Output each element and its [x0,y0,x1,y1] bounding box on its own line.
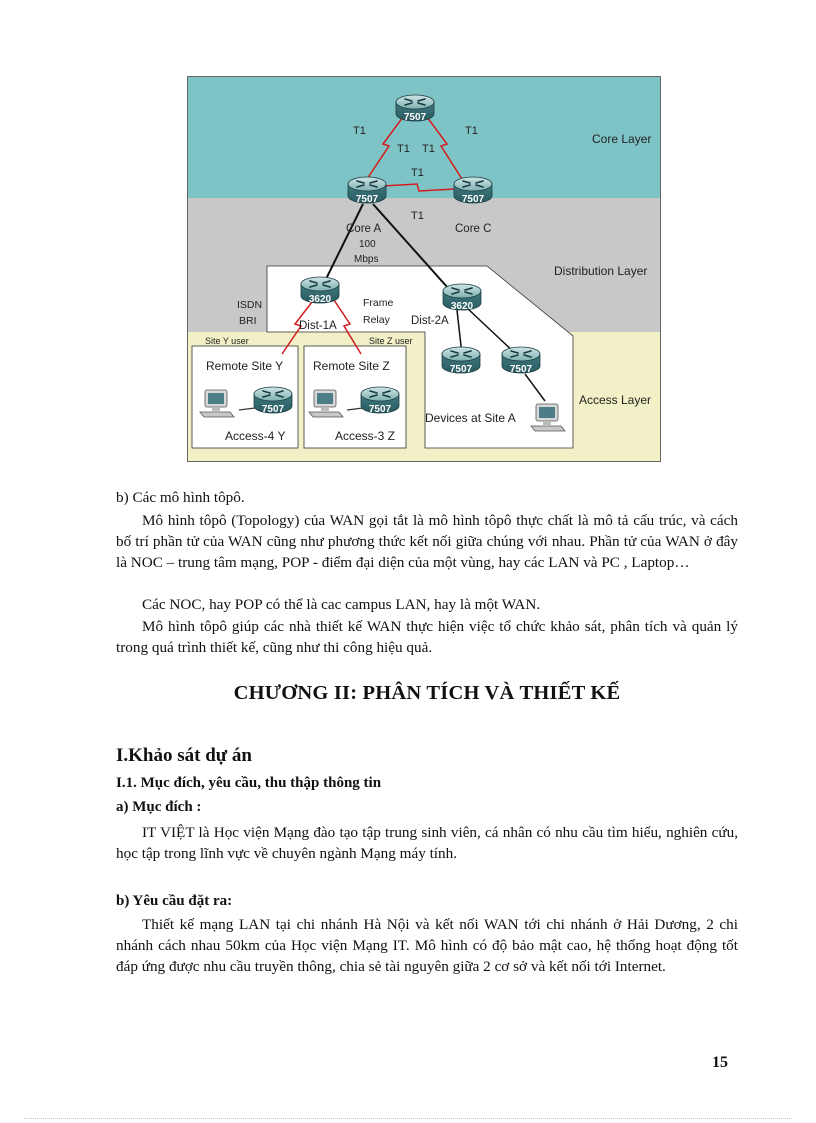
svg-text:7507: 7507 [509,364,533,375]
svg-text:7507: 7507 [449,364,473,375]
svg-text:3620: 3620 [308,294,332,305]
page-number: 15 [712,1054,728,1071]
remote-site-y-label: Remote Site Y [206,359,284,373]
svg-text:7507: 7507 [355,194,379,205]
speed-label-1: 100 [359,239,376,250]
frame-relay-label-1: Frame [363,297,394,309]
core-layer-band [187,76,661,198]
footer-divider [24,1118,792,1119]
site-z-user-label: Site Z user [369,336,413,346]
router-core-a [348,177,386,205]
svg-text:7507: 7507 [368,404,392,415]
router-core-c [454,177,492,205]
core-layer-label: Core Layer [592,132,652,146]
t1-label: T1 [397,143,410,155]
t1-label: T1 [465,125,478,137]
chapter-title: CHƯƠNG II: PHÂN TÍCH VÀ THIẾT KẾ [233,682,621,704]
router-site-a-left [442,347,480,375]
distribution-layer-label: Distribution Layer [554,264,648,278]
t1-label: T1 [411,167,424,179]
svg-text:7507: 7507 [461,194,485,205]
frame-relay-label-2: Relay [363,314,390,326]
router-access-4y [254,387,292,415]
router-core-top [396,95,434,123]
section-b-heading: b) Các mô hình tôpô. [116,489,245,506]
subsection-heading: I.1. Mục đích, yêu cầu, thu thập thông tin [116,775,382,791]
access-4y-label: Access-4 Y [225,429,286,443]
t1-label: T1 [353,125,366,137]
requirements-paragraph: Thiết kế mạng LAN tại chi nhánh Hà Nội và kết nối WAN tới chi nhánh ở Hải Dương, 2 chi nhánh cách nhau 50km của Học viện Mạng IT. Mô hình có độ bảo mật cao, hệ thống hoạt động tốt đáp ứng được nhu cầu truyền thông, chia sẻ tài nguyên giữa 2 cơ sở và kết nối tới Internet. [116,916,738,975]
core-c-label: Core C [455,223,492,235]
access-3z-label: Access-3 Z [335,429,396,443]
svg-text:3620: 3620 [450,301,474,312]
svg-text:7507: 7507 [403,112,427,123]
dist-1a-label: Dist-1A [299,320,337,332]
router-site-a-right [502,347,540,375]
remote-site-z-label: Remote Site Z [313,359,390,373]
purpose-heading: a) Mục đích : [116,799,202,815]
devices-site-a-label: Devices at Site A [425,411,516,425]
router-access-3z [361,387,399,415]
isdn-label-2: BRI [239,315,257,327]
topology-paragraph: Mô hình tôpô (Topology) của WAN gọi tắt là mô hình tôpô thực chất là mô tả cấu trúc, và cách bố trí phần tử của WAN cũng như phương thức kết nối giữa chúng với nhau. Phần tử của WAN ở đây là NOC – trung tâm mạng, POP - điểm đại diện của một vùng, hay các LAN và PC , Laptop… [116,512,738,571]
core-a-label: Core A [346,223,382,235]
purpose-paragraph: IT VIỆT là Học viện Mạng đào tạo tập trung sinh viên, cá nhân có nhu cầu tìm hiểu, nghiên cứu, học tập trong lĩnh vực về chuyên ngành Mạng máy tính. [116,824,738,862]
network-topology-figure [187,76,661,462]
site-y-user-label: Site Y user [205,336,249,346]
isdn-label-1: ISDN [237,299,263,311]
router-dist-2a [443,284,481,312]
topology-purpose-paragraph: Mô hình tôpô giúp các nhà thiết kế WAN thực hiện việc tổ chức khảo sát, phân tích và quản lý trong quá trình thiết kế, cũng như thi công hiệu quả. [116,618,738,656]
t1-label: T1 [411,210,424,222]
speed-label-2: Mbps [354,254,379,265]
dist-2a-label: Dist-2A [411,315,449,327]
t1-label: T1 [422,143,435,155]
section-heading: I.Khảo sát dự án [116,745,252,766]
router-dist-1a [301,277,339,305]
requirements-heading: b) Yêu cầu đặt ra: [116,893,233,909]
access-layer-label: Access Layer [579,393,652,407]
svg-text:7507: 7507 [261,404,285,415]
noc-pop-paragraph: Các NOC, hay POP có thể là cac campus LAN, hay là một WAN. [142,596,541,613]
